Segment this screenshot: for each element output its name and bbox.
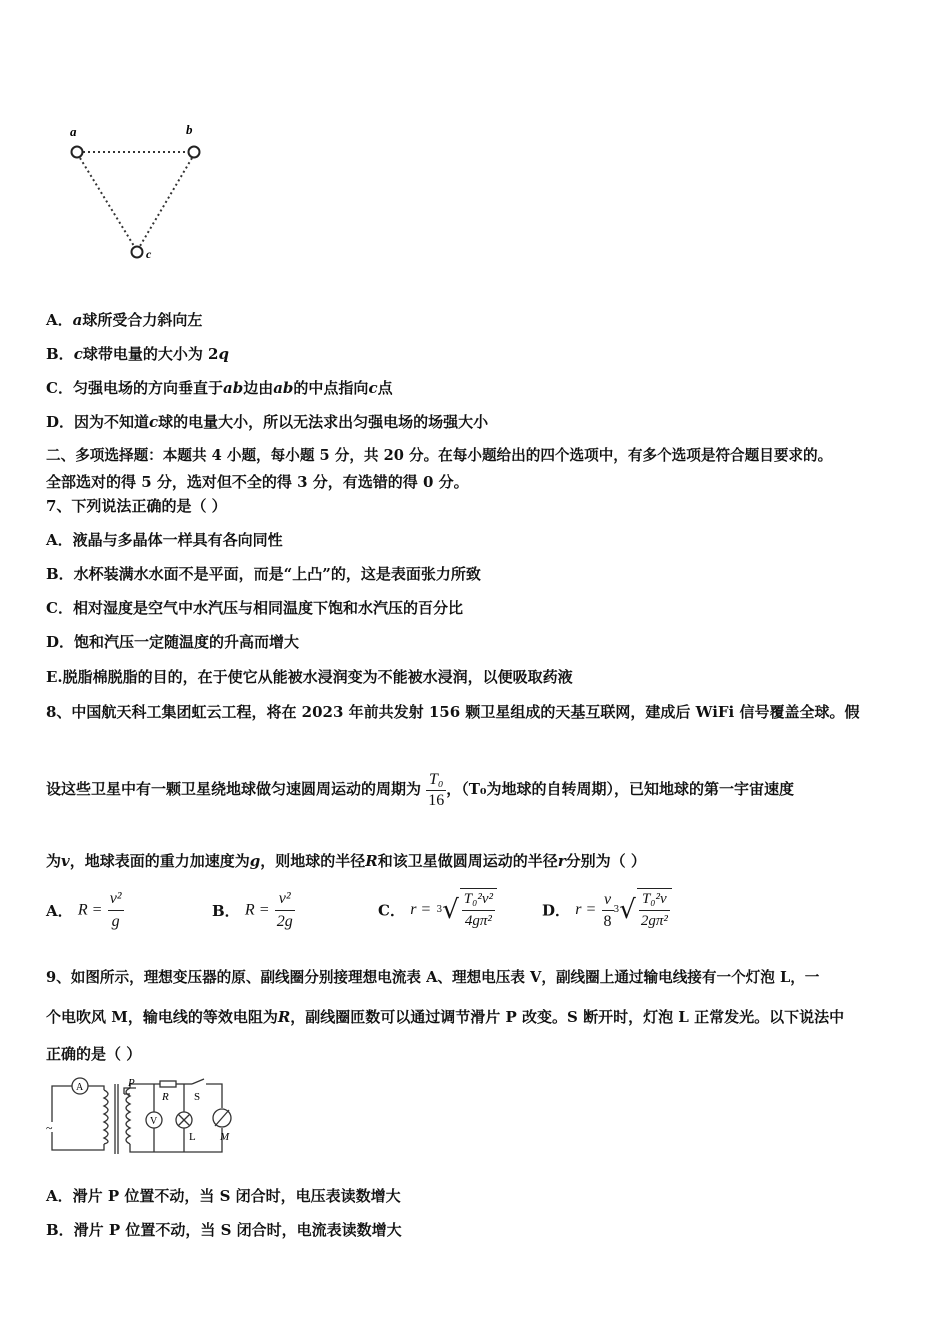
q8-option-d: D． r = $\frac{v}{8}$ 3√ $\frac{\text{T₀²v}}{\text{2gπ²}}$ [542,888,672,932]
svg-text:~: ~ [46,1121,53,1135]
transformer-circuit-diagram [44,1076,244,1160]
q7-option-c: C．相对湿度是空气中水汽压与相同温度下饱和水汽压的百分比 [46,599,463,617]
period-fraction: $\frac{\text{T₀}}{16}$ [428,770,445,809]
label-a: a [70,124,77,139]
label-b: b [186,122,193,137]
q7-option-b: B．水杯装满水水面不是平面，而是“上凸”的，这是表面张力所致 [46,565,481,583]
resistor-r [160,1081,176,1087]
q8-stem-line1: 8、中国航天科工集团虹云工程，将在 2023 年前共发射 156 颗卫星组成的天基互联网，建成后 WiFi 信号覆盖全球。假 [46,703,860,721]
section2-heading-line1: 二、多项选择题：本题共 4 小题，每小题 5 分，共 20 分。在每小题给出的四个选项中，有多个选项是符合题目要求的。 [46,447,833,464]
ball-a [72,147,83,158]
q6-option-b: B．c球带电量的大小为 2q [46,345,229,363]
q8-stem-line2: 设这些卫星中有一颗卫星绕地球做匀速圆周运动的周期为 $\frac{\text{T₀}}{16}$ ，（T₀为地球的自转周期），已知地球的第一宇宙速度 [46,770,794,809]
q9-stem-line3: 正确的是（ ） [46,1045,142,1063]
q6-option-a: A．a球所受合力斜向左 [46,311,203,329]
q9-stem-line2: 个电吹风 M，输电线的等效电阻为R，副线圈匝数可以通过调节滑片 P 改变。S 断开时，灯泡 L 正常发光。以下说法中 [46,1008,845,1026]
q7-option-a: A．液晶与多晶体一样具有各向同性 [46,531,283,549]
svg-text:M: M [220,1131,230,1143]
q8-option-a: A． R = $\frac{\text{v²}}{g}$ [46,890,122,930]
q7-stem: 7、下列说法正确的是（ ） [46,497,227,515]
ball-c [132,247,143,258]
svg-text:S: S [194,1091,201,1103]
ball-b [189,147,200,158]
svg-text:A: A [76,1082,84,1093]
switch-s [192,1079,204,1084]
charge-triangle-diagram [60,118,220,268]
svg-text:L: L [189,1131,196,1143]
q8-option-b: B． R = $\frac{\text{v²}}{2g}$ [212,890,293,930]
q7-option-d: D．饱和汽压一定随温度的升高而增大 [46,633,300,651]
q8-stem-line3: 为v，地球表面的重力加速度为g，则地球的半径R和该卫星做圆周运动的半径r分别为（ ） [46,852,646,870]
svg-text:P: P [128,1077,135,1089]
section2-heading-line2: 全部选对的得 5 分，选对但不全的得 3 分，有选错的得 0 分。 [46,473,469,491]
svg-text:V: V [150,1116,158,1127]
q6-option-c: C．匀强电场的方向垂直于ab边由ab的中点指向c点 [46,379,393,397]
q7-option-e: E.脱脂棉脱脂的目的，在于使它从能被水浸润变为不能被水浸润，以便吸取药液 [46,668,573,686]
q9-stem-line1: 9、如图所示，理想变压器的原、副线圈分别接理想电流表 A、理想电压表 V，副线圈上通过输电线接有一个灯泡 L，一 [46,969,820,986]
q8-option-c: C． r = 3√ $\frac{\text{T₀²v²}}{\text{4gπ²}}$ [378,888,497,932]
svg-text:R: R [162,1091,169,1103]
q9-option-a: A．滑片 P 位置不动，当 S 闭合时，电压表读数增大 [46,1187,401,1205]
label-c: c [146,247,152,261]
q6-option-d: D．因为不知道c球的电量大小，所以无法求出匀强电场的场强大小 [46,413,489,431]
q9-option-b: B．滑片 P 位置不动，当 S 闭合时，电流表读数增大 [46,1221,402,1239]
